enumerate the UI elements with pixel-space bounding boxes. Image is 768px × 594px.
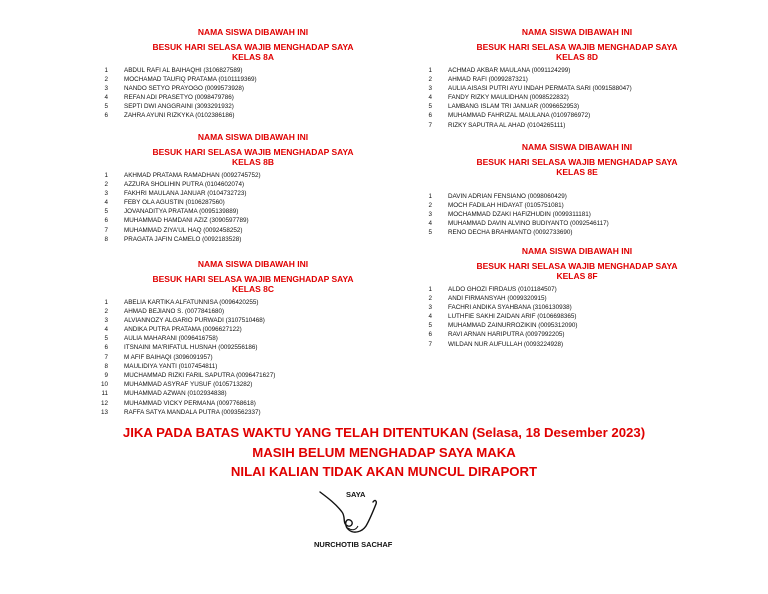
student-row xyxy=(88,307,418,316)
student-name: MUHAMMAD ASYRAF YUSUF (0105713282) xyxy=(124,381,253,389)
student-name: AULIA MAHARANI (0096416758) xyxy=(124,335,218,343)
student-row xyxy=(88,316,418,325)
student-list xyxy=(412,66,742,130)
class-block-8c xyxy=(88,259,418,417)
student-name: REFAN ADI PRASETYO (0098479786) xyxy=(124,94,234,102)
student-name: ABDUL RAFI AL BAIHAQHI (3106827589) xyxy=(124,66,243,74)
class-heading xyxy=(88,27,418,63)
student-row xyxy=(88,371,418,380)
student-name: M AFIF BAIHAQI (3096091957) xyxy=(124,353,213,361)
student-number: 6 xyxy=(104,112,108,120)
student-name: FANDY RIZKY MAULIDHAN (0098522832) xyxy=(448,94,569,102)
student-name: MUHAMMAD FAHRIZAL MAULANA (0109786972) xyxy=(448,112,591,120)
student-row xyxy=(88,353,418,362)
student-number: 6 xyxy=(104,344,108,352)
student-number: 2 xyxy=(104,307,108,315)
student-row xyxy=(412,321,742,330)
class-label: KELAS 8D xyxy=(555,52,599,62)
student-list xyxy=(88,66,418,121)
student-row xyxy=(88,298,418,307)
student-row xyxy=(412,330,742,339)
class-heading xyxy=(412,27,742,63)
student-row xyxy=(88,216,418,225)
class-block-8b xyxy=(88,132,418,244)
student-name: ALDO GHOZI FIRDAUS (0101184507) xyxy=(448,285,557,293)
student-name: RENO DECHA BRAHMANTO (0092733690) xyxy=(448,229,573,237)
heading-line-2: BESUK HARI SELASA WAJIB MENGHADAP SAYA xyxy=(152,146,354,157)
student-name: WILDAN NUR AUFULLAH (0093224928) xyxy=(448,340,564,348)
student-row xyxy=(88,399,418,408)
student-number: 1 xyxy=(428,192,432,200)
student-name: ANDIKA PUTRA PRATAMA (0096627122) xyxy=(124,326,242,334)
student-list xyxy=(412,285,742,349)
student-number: 3 xyxy=(104,316,108,324)
student-name: ACHMAD AKBAR MAULANA (0091124299) xyxy=(448,66,571,74)
student-row xyxy=(412,219,742,228)
student-row xyxy=(88,102,418,111)
student-row xyxy=(88,198,418,207)
heading-line-2: BESUK HARI SELASA WAJIB MENGHADAP SAYA xyxy=(152,41,354,52)
class-label: KELAS 8C xyxy=(231,284,275,294)
heading-line-1: NAMA SISWA DIBAWAH INI xyxy=(521,142,633,152)
student-name: ZAHRA AYUNI RIZKYKA (0102386186) xyxy=(124,112,235,120)
student-number: 5 xyxy=(428,103,432,111)
student-row xyxy=(412,210,742,219)
student-name: MUHAMMAD ZIYA'UL HAQ (0092458252) xyxy=(124,226,243,234)
student-name: MUHAMMAD DAVIN ALVINO BUDIYANTO (0092546117) xyxy=(448,220,609,228)
student-list xyxy=(88,298,418,417)
student-row xyxy=(88,75,418,84)
student-name: PRAGATA JAFIN CAMELO (0092183528) xyxy=(124,235,242,243)
student-number: 1 xyxy=(104,66,108,74)
class-block-8e xyxy=(412,142,742,237)
class-label: KELAS 8F xyxy=(556,271,598,281)
student-name: JOVANADITYA PRATAMA (0095139889) xyxy=(124,208,239,216)
student-row xyxy=(88,84,418,93)
student-name: MUHAMMAD VICKY PERMANA (0097768618) xyxy=(124,399,256,407)
heading-line-1: NAMA SISWA DIBAWAH INI xyxy=(197,132,309,142)
student-name: RAVI ARNAN HARIPUTRA (0097992205) xyxy=(448,331,565,339)
student-name: AHMAD BEJIANO S. (0077841680) xyxy=(124,307,225,315)
student-list xyxy=(88,171,418,245)
student-name: AKHMAD PRATAMA RAMADHAN (0092745752) xyxy=(124,171,261,179)
student-row xyxy=(412,303,742,312)
student-number: 1 xyxy=(104,171,108,179)
student-number: 10 xyxy=(100,381,108,389)
student-number: 3 xyxy=(428,210,432,218)
student-number: 1 xyxy=(428,66,432,74)
class-label: KELAS 8B xyxy=(231,157,275,167)
student-number: 7 xyxy=(104,353,108,361)
student-number: 2 xyxy=(104,75,108,83)
student-row xyxy=(88,180,418,189)
student-row xyxy=(88,343,418,352)
student-row xyxy=(88,380,418,389)
student-number: 5 xyxy=(428,229,432,237)
student-name: SEPTI DWI ANGGRAINI (3093291932) xyxy=(124,103,234,111)
student-name: ALVIANNOZY ALGARIO PURWADI (3107510468) xyxy=(124,316,265,324)
student-name: NANDO SETYO PRAYOGO (0099573928) xyxy=(124,84,244,92)
student-number: 4 xyxy=(428,220,432,228)
student-name: MUHAMMAD ZAINURROZIKIN (0095312090) xyxy=(448,322,578,330)
student-row xyxy=(412,102,742,111)
signature-label: SAYA xyxy=(346,490,366,499)
student-row xyxy=(412,93,742,102)
heading-line-2: BESUK HARI SELASA WAJIB MENGHADAP SAYA xyxy=(152,273,354,284)
student-row xyxy=(88,334,418,343)
student-number: 11 xyxy=(101,390,108,398)
student-name: AHMAD RAFI (0099287321) xyxy=(448,75,528,83)
student-number: 2 xyxy=(428,75,432,83)
class-heading xyxy=(412,142,742,178)
student-name: MUHAMMAD AZWAN (0102934838) xyxy=(124,390,227,398)
class-label: KELAS 8E xyxy=(556,167,598,177)
student-row xyxy=(88,325,418,334)
student-name: LAMBANG ISLAM TRI JANUAR (0096652953) xyxy=(448,103,580,111)
student-number: 5 xyxy=(428,322,432,330)
student-number: 3 xyxy=(428,303,432,311)
student-name: MOCH FADILAH HIDAYAT (0105751081) xyxy=(448,201,564,209)
student-name: LUTHFIE SAKHI ZAIDAN ARIF (0106698365) xyxy=(448,313,577,321)
student-row xyxy=(88,189,418,198)
student-row xyxy=(88,226,418,235)
student-number: 4 xyxy=(104,199,108,207)
student-number: 7 xyxy=(104,226,108,234)
student-number: 8 xyxy=(104,235,108,243)
student-row xyxy=(88,389,418,398)
handwritten-signature xyxy=(318,490,388,540)
heading-line-2: BESUK HARI SELASA WAJIB MENGHADAP SAYA xyxy=(476,260,678,271)
student-name: FEBY OLA AGUSTIN (0106287560) xyxy=(124,199,225,207)
student-number: 3 xyxy=(428,84,432,92)
student-number: 5 xyxy=(104,103,108,111)
student-row xyxy=(412,192,742,201)
student-number: 5 xyxy=(104,208,108,216)
student-row xyxy=(412,312,742,321)
class-heading xyxy=(412,246,742,282)
student-name: DAVIN ADRIAN FENSIANO (0098060429) xyxy=(448,192,567,200)
student-number: 2 xyxy=(428,201,432,209)
class-heading xyxy=(88,132,418,168)
student-name: RAFFA SATYA MANDALA PUTRA (0093562337) xyxy=(124,408,261,416)
student-row xyxy=(412,228,742,237)
notice-line-1: JIKA PADA BATAS WAKTU YANG TELAH DITENTUKAN (Selasa, 18 Desember 2023) xyxy=(122,425,646,440)
student-name: MOCHAMAD TAUFIQ PRATAMA (0101119369) xyxy=(124,75,257,83)
heading-line-1: NAMA SISWA DIBAWAH INI xyxy=(197,259,309,269)
student-number: 5 xyxy=(104,335,108,343)
heading-line-1: NAMA SISWA DIBAWAH INI xyxy=(521,27,633,37)
heading-line-1: NAMA SISWA DIBAWAH INI xyxy=(521,246,633,256)
student-number: 12 xyxy=(100,399,108,407)
student-row xyxy=(412,340,742,349)
student-number: 2 xyxy=(428,294,432,302)
signature-name: NURCHOTIB SACHAF xyxy=(314,540,393,549)
student-list xyxy=(412,192,742,238)
student-name: FACHRI ANDIKA SYAHBANA (3106130938) xyxy=(448,303,572,311)
class-block-8d xyxy=(412,27,742,130)
student-row xyxy=(412,84,742,93)
student-number: 7 xyxy=(428,340,432,348)
student-number: 8 xyxy=(104,362,108,370)
student-number: 6 xyxy=(104,217,108,225)
student-number: 6 xyxy=(428,112,432,120)
student-name: FAKHRI MAULANA JANUAR (0104732723) xyxy=(124,189,247,197)
student-number: 1 xyxy=(428,285,432,293)
student-row xyxy=(88,171,418,180)
student-number: 4 xyxy=(428,313,432,321)
student-number: 3 xyxy=(104,189,108,197)
student-row xyxy=(412,201,742,210)
notice-line-3: NILAI KALIAN TIDAK AKAN MUNCUL DIRAPORT xyxy=(230,464,538,479)
student-row xyxy=(412,121,742,130)
student-number: 2 xyxy=(104,180,108,188)
student-name: AULIA AISASI PUTRI AYU INDAH PERMATA SARI (0091588047) xyxy=(448,84,632,92)
student-row xyxy=(412,294,742,303)
notice-line-2: MASIH BELUM MENGHADAP SAYA MAKA xyxy=(252,445,516,460)
student-name: MOCHAMMAD DZAKI HAFIZHUDIN (0099311181) xyxy=(448,210,591,218)
student-row xyxy=(412,111,742,120)
heading-line-1: NAMA SISWA DIBAWAH INI xyxy=(197,27,309,37)
student-number: 4 xyxy=(104,94,108,102)
class-heading xyxy=(88,259,418,295)
student-row xyxy=(412,75,742,84)
heading-line-2: BESUK HARI SELASA WAJIB MENGHADAP SAYA xyxy=(476,41,678,52)
student-number: 4 xyxy=(104,326,108,334)
student-row xyxy=(88,93,418,102)
student-number: 3 xyxy=(104,84,108,92)
student-name: AZZURA SHOLIHIN PUTRA (0104602074) xyxy=(124,180,245,188)
class-label: KELAS 8A xyxy=(231,52,275,62)
student-number: 4 xyxy=(428,94,432,102)
student-row xyxy=(412,285,742,294)
student-row xyxy=(88,235,418,244)
student-name: ABELIA KARTIKA ALFATUNNISA (0096420255) xyxy=(124,298,259,306)
student-name: ANDI FIRMANSYAH (0099320915) xyxy=(448,294,547,302)
student-number: 9 xyxy=(104,372,108,379)
student-row xyxy=(412,66,742,75)
student-row xyxy=(88,207,418,216)
student-name: MUCHAMMAD RIZKI FARIL SAPUTRA (0096471627) xyxy=(124,372,276,379)
student-row xyxy=(88,362,418,371)
student-number: 13 xyxy=(100,408,108,416)
student-row xyxy=(88,111,418,120)
student-row xyxy=(88,66,418,75)
student-number: 7 xyxy=(428,121,432,129)
class-block-8a xyxy=(88,27,418,121)
student-row xyxy=(88,408,418,417)
student-name: MAULIDIYA YANTI (0107454811) xyxy=(124,362,218,370)
student-number: 1 xyxy=(104,298,108,306)
student-name: MUHAMMAD HAMDANI AZIZ (3090597789) xyxy=(124,217,249,225)
student-name: ITSNAINI MA'RIFATUL HUSNAH (0092556186) xyxy=(124,344,258,352)
student-number: 6 xyxy=(428,331,432,339)
student-name: RIZKY SAPUTRA AL AHAD (0104265111) xyxy=(448,121,566,129)
heading-line-2: BESUK HARI SELASA WAJIB MENGHADAP SAYA xyxy=(476,156,678,167)
class-block-8f xyxy=(412,246,742,349)
